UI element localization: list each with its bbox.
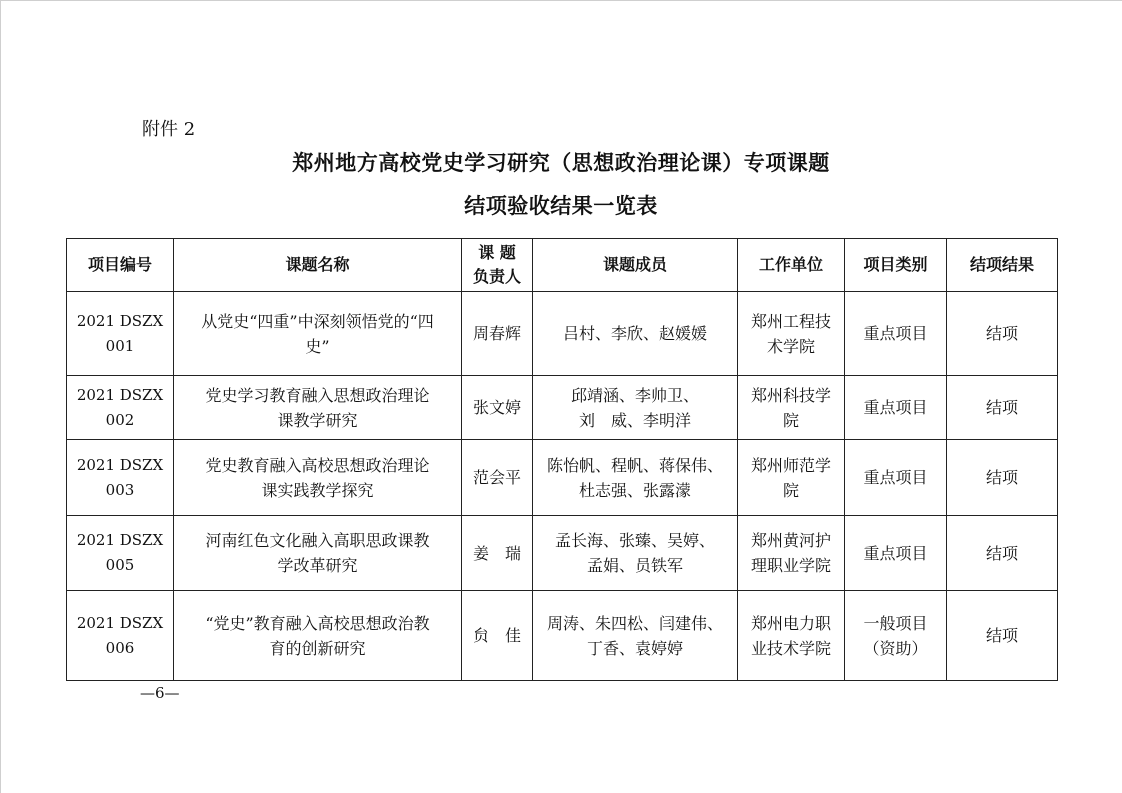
members-line2: 丁香、袁婷婷 bbox=[586, 638, 683, 658]
header-name: 课题名称 bbox=[174, 239, 462, 292]
unit-line2: 业技术学院 bbox=[750, 638, 831, 658]
unit-line2: 理职业学院 bbox=[750, 556, 831, 575]
cell-result: 结项 bbox=[947, 292, 1058, 376]
unit-line2: 院 bbox=[782, 410, 799, 430]
cell-leader: 姜 瑞 bbox=[462, 516, 533, 591]
header-unit: 工作单位 bbox=[738, 239, 845, 292]
name-line2: 史” bbox=[305, 336, 330, 356]
cell-leader: 范会平 bbox=[462, 440, 533, 516]
cell-members bbox=[533, 376, 738, 440]
code-line2: 003 bbox=[105, 480, 135, 499]
cell-result: 结项 bbox=[947, 440, 1058, 516]
cell-members bbox=[533, 292, 738, 376]
members-line1: 陈怡帆、程帆、蒋保伟、 bbox=[546, 455, 723, 475]
name-line2: 育的创新研究 bbox=[269, 638, 366, 658]
cell-members bbox=[533, 591, 738, 681]
header-leader bbox=[462, 239, 533, 292]
members-line2: 刘 威、李明洋 bbox=[578, 410, 691, 430]
results-table bbox=[66, 238, 1058, 681]
cell-category bbox=[845, 591, 947, 681]
members-line1: 孟长海、张臻、吴婷、 bbox=[554, 531, 715, 550]
cell-code bbox=[67, 440, 174, 516]
category-line2: （资助） bbox=[863, 638, 928, 658]
code-line2: 005 bbox=[105, 556, 135, 574]
code-line2: 001 bbox=[105, 336, 135, 355]
name-line1: 党史学习教育融入思想政治理论 bbox=[205, 385, 430, 405]
cell-unit bbox=[738, 440, 845, 516]
unit-line1: 郑州工程技 bbox=[750, 311, 831, 331]
cell-result: 结项 bbox=[947, 591, 1058, 681]
cell-code bbox=[67, 591, 174, 681]
header-members: 课题成员 bbox=[533, 239, 738, 292]
code-line1: 2021 DSZX bbox=[76, 613, 164, 632]
cell-category bbox=[845, 440, 947, 516]
category-line1: 重点项目 bbox=[863, 398, 928, 417]
header-code: 项目编号 bbox=[67, 239, 174, 292]
name-line1: 河南红色文化融入高职思政课教 bbox=[205, 531, 430, 550]
cell-unit bbox=[738, 591, 845, 681]
code-line1: 2021 DSZX bbox=[76, 531, 164, 549]
cell-unit bbox=[738, 516, 845, 591]
table-row bbox=[67, 440, 1058, 516]
cell-name bbox=[174, 591, 462, 681]
page-edge-top bbox=[0, 0, 1122, 1]
table-header-row bbox=[67, 239, 1058, 292]
cell-result: 结项 bbox=[947, 516, 1058, 591]
cell-category bbox=[845, 292, 947, 376]
cell-members bbox=[533, 440, 738, 516]
name-line1: “党史”教育融入高校思想政治教 bbox=[205, 613, 430, 633]
page-edge-left bbox=[0, 0, 1, 793]
page-number: —6— bbox=[140, 684, 180, 702]
cell-unit bbox=[738, 292, 845, 376]
cell-code bbox=[67, 292, 174, 376]
attachment-label: 附件 2 bbox=[142, 119, 196, 140]
cell-leader: 张文婷 bbox=[462, 376, 533, 440]
cell-category bbox=[845, 376, 947, 440]
name-line2: 课教学研究 bbox=[277, 410, 358, 430]
cell-leader: 周春辉 bbox=[462, 292, 533, 376]
cell-members bbox=[533, 516, 738, 591]
unit-line2: 术学院 bbox=[766, 336, 815, 356]
cell-name bbox=[174, 440, 462, 516]
cell-name bbox=[174, 516, 462, 591]
members-line1: 周涛、朱四松、闫建伟、 bbox=[546, 613, 723, 633]
members-line2: 杜志强、张露濛 bbox=[578, 480, 691, 500]
table-row bbox=[67, 376, 1058, 440]
category-line1: 重点项目 bbox=[863, 324, 928, 343]
table-row bbox=[67, 516, 1058, 591]
header-leader-line1: 课 题 bbox=[478, 243, 516, 262]
document-title-line1: 郑州地方高校党史学习研究（思想政治理论课）专项课题 bbox=[292, 150, 830, 175]
document-title-line2: 结项验收结果一览表 bbox=[464, 193, 658, 218]
cell-code bbox=[67, 516, 174, 591]
unit-line1: 郑州黄河护 bbox=[750, 531, 831, 550]
name-line1: 从党史“四重”中深刻领悟党的“四 bbox=[201, 311, 434, 331]
code-line1: 2021 DSZX bbox=[76, 311, 164, 330]
category-line1: 一般项目 bbox=[863, 613, 928, 633]
name-line2: 学改革研究 bbox=[277, 556, 358, 575]
code-line2: 006 bbox=[105, 638, 135, 657]
cell-category bbox=[845, 516, 947, 591]
category-line1: 重点项目 bbox=[863, 543, 928, 563]
cell-leader: 贠 佳 bbox=[462, 591, 533, 681]
header-category: 项目类别 bbox=[845, 239, 947, 292]
unit-line1: 郑州科技学 bbox=[750, 385, 831, 405]
code-line1: 2021 DSZX bbox=[76, 385, 164, 404]
cell-unit bbox=[738, 376, 845, 440]
unit-line1: 郑州电力职 bbox=[750, 613, 831, 633]
category-line1: 重点项目 bbox=[863, 468, 928, 487]
name-line1: 党史教育融入高校思想政治理论 bbox=[205, 455, 430, 475]
unit-line1: 郑州师范学 bbox=[750, 455, 831, 475]
table-row bbox=[67, 292, 1058, 376]
table-row bbox=[67, 591, 1058, 681]
members-line1: 邱靖涵、李帅卫、 bbox=[570, 385, 699, 405]
header-leader-line2: 负责人 bbox=[472, 267, 521, 286]
cell-name bbox=[174, 292, 462, 376]
unit-line2: 院 bbox=[782, 480, 799, 500]
code-line2: 002 bbox=[105, 410, 135, 429]
cell-code bbox=[67, 376, 174, 440]
members-line2: 孟娟、员铁军 bbox=[586, 556, 683, 575]
name-line2: 课实践教学探究 bbox=[261, 480, 374, 500]
cell-name bbox=[174, 376, 462, 440]
header-result: 结项结果 bbox=[947, 239, 1058, 292]
code-line1: 2021 DSZX bbox=[76, 455, 164, 474]
cell-result: 结项 bbox=[947, 376, 1058, 440]
members-line1: 吕村、李欣、赵媛媛 bbox=[562, 324, 707, 343]
